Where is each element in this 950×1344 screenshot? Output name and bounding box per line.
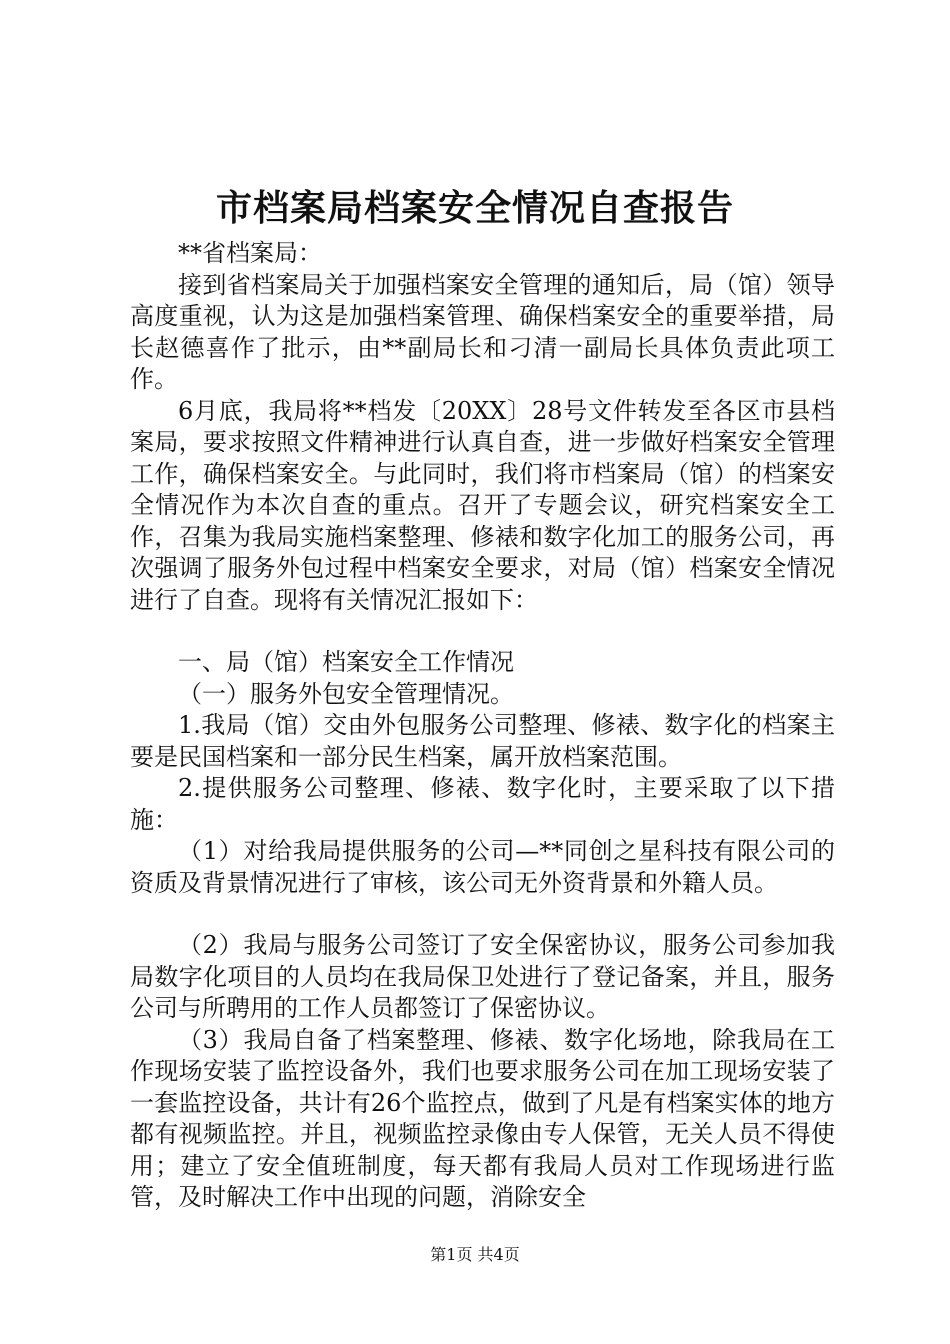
section-heading-1: 一、局（馆）档案安全工作情况: [178, 648, 514, 676]
paragraph-intro: 接到省档案局关于加强档案安全管理的通知后，局（馆）领导高度重视，认为这是加强档案管理、确保档案安全的重要举措，局长赵德喜作了批示，由**副局长和刁清一副局长具体负责此项工作。: [130, 270, 835, 393]
list-item-1: 1.我局（馆）交由外包服务公司整理、修裱、数字化的档案主要是民国档案和一部分民生档案，属开放档案范围。: [130, 711, 835, 771]
paragraph-selfcheck: 6月底，我局将**档发〔20XX〕28号文件转发至各区市县档案局，要求按照文件精神进行认真自查，进一步做好档案安全管理工作，确保档案安全。与此同时，我们将市档案局（馆）的档案安全情况作为本次自查的重点。召开了专题会议，研究档案安全工作，召集为我局实施档案整理、修裱和数字化加工的服务公司，再次强调了服务外包过程中档案安全要求，对局（馆）档案安全情况进行了自查。现将有关情况汇报如下：: [130, 396, 835, 614]
list-item-2: 2.提供服务公司整理、修裱、数字化时，主要采取了以下措施：: [130, 774, 835, 834]
document-title: 市档案局档案安全情况自查报告: [215, 187, 734, 229]
measure-item-1: （1）对给我局提供服务的公司—**同创之星科技有限公司的资质及背景情况进行了审核，该公司无外资背景和外籍人员。: [130, 837, 835, 897]
measure-item-3: （3）我局自备了档案整理、修裱、数字化场地，除我局在工作现场安装了监控设备外，我们也要求服务公司在加工现场安装了一套监控设备，共计有26个监控点，做到了凡是有档案实体的地方都有视频监控。并且，视频监控录像由专人保管，无关人员不得使用；建立了安全值班制度，每天都有我局人员对工作现场进行监管，及时解决工作中出现的问题，消除安全: [130, 1025, 835, 1211]
subsection-heading-1: （一）服务外包安全管理情况。: [178, 679, 514, 708]
measure-item-2: （2）我局与服务公司签订了安全保密协议，服务公司参加我局数字化项目的人员均在我局保卫处进行了登记备案，并且，服务公司与所聘用的工作人员都签订了保密协议。: [130, 931, 835, 1022]
page-number-footer: 第1页 共4页: [430, 1245, 520, 1264]
salutation: **省档案局：: [178, 239, 322, 267]
document-body: [130, 238, 835, 1214]
